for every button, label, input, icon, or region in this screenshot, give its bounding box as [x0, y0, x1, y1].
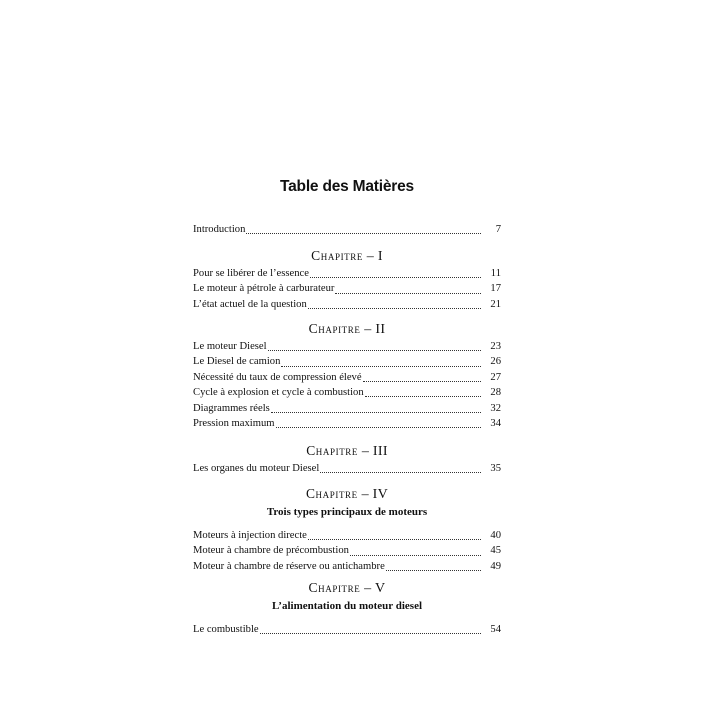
dot-leader [335, 293, 481, 294]
toc-entry-page: 26 [490, 356, 501, 368]
page-title: Table des Matières [280, 178, 414, 195]
toc-entry[interactable] [193, 559, 501, 574]
toc-entry-label: Nécessité du taux de compression élevé [193, 371, 362, 383]
toc-entry-introduction[interactable] [193, 222, 501, 237]
toc-entry[interactable] [193, 370, 501, 385]
intro-section [193, 222, 501, 237]
toc-entry-page: 32 [490, 402, 501, 414]
chapter-1-section [193, 246, 501, 312]
toc-entry[interactable] [193, 416, 501, 431]
chapter-prefix: Chapitre [308, 580, 361, 595]
chapter-heading [193, 484, 501, 504]
chapter-prefix: Chapitre [311, 248, 363, 263]
toc-entry-page: 11 [490, 268, 501, 279]
toc-entry-page: 21 [490, 298, 501, 310]
chapter-prefix: Chapitre [305, 486, 358, 501]
toc-entry-page: 45 [490, 545, 501, 557]
dot-leader [246, 233, 481, 234]
toc-entry[interactable] [193, 339, 501, 354]
chapter-heading [193, 578, 501, 598]
toc-entry-label: Moteur à chambre de précombustion [193, 545, 349, 557]
toc-entry-page: 7 [495, 224, 501, 235]
dot-leader [310, 277, 481, 278]
toc-entry[interactable] [193, 354, 501, 369]
dot-leader [260, 633, 481, 634]
toc-entry[interactable] [193, 281, 501, 296]
chapter-number: – IV [361, 487, 389, 502]
dot-leader [365, 396, 481, 397]
dot-leader [350, 555, 481, 556]
toc-entry-label: Introduction [193, 224, 246, 235]
toc-entry-label: L’état actuel de la question [193, 298, 307, 310]
chapter-number: – II [364, 322, 386, 337]
chapter-number: – V [364, 581, 386, 596]
toc-entry-label: Moteurs à injection directe [193, 530, 307, 541]
dot-leader [281, 366, 481, 367]
toc-entry-label: Pression maximum [193, 417, 275, 429]
toc-entry-page: 54 [490, 624, 501, 635]
toc-entry-page: 17 [490, 283, 501, 295]
dot-leader [268, 350, 481, 351]
chapter-4-section [193, 484, 501, 574]
chapter-heading [193, 319, 501, 339]
dot-leader [363, 381, 481, 382]
chapter-subtitle: L’alimentation du moteur diesel [271, 600, 423, 612]
toc-entry-page: 27 [490, 371, 501, 383]
toc-entry[interactable] [193, 385, 501, 400]
toc-entry-label: Cycle à explosion et cycle à combustion [193, 387, 364, 399]
toc-entry-label: Pour se libérer de l’essence [193, 268, 309, 279]
dot-leader [308, 539, 481, 540]
chapter-heading [193, 441, 501, 461]
dot-leader [276, 427, 481, 428]
toc-entry[interactable] [193, 401, 501, 416]
dot-leader [320, 472, 481, 473]
toc-entry-label: Le moteur Diesel [193, 341, 267, 352]
toc-entry-page: 49 [490, 560, 501, 572]
toc-entry-label: Le moteur à pétrole à carburateur [193, 283, 335, 295]
toc-entry-page: 40 [490, 530, 501, 541]
chapter-5-section [193, 578, 501, 637]
toc-entry-label: Le combustible [193, 624, 259, 635]
toc-entry[interactable] [193, 543, 501, 558]
toc-entry[interactable] [193, 297, 501, 312]
toc-entry-label: Le Diesel de camion [193, 356, 281, 368]
dot-leader [308, 308, 481, 309]
chapter-number: – III [361, 444, 388, 459]
toc-entry[interactable] [193, 461, 501, 476]
toc-entry-page: 23 [490, 341, 501, 352]
dot-leader [271, 412, 481, 413]
toc-entry[interactable] [193, 528, 501, 543]
toc-entry-label: Les organes du moteur Diesel [193, 463, 320, 474]
toc-entry[interactable] [193, 622, 501, 637]
toc-entry-page: 34 [490, 417, 501, 429]
toc-entry-page: 28 [490, 387, 501, 399]
chapter-subtitle: Trois types principaux de moteurs [266, 506, 428, 518]
chapter-2-section [193, 319, 501, 431]
toc-entry-label: Moteur à chambre de réserve ou antichambre [193, 560, 385, 572]
chapter-3-section [193, 441, 501, 476]
toc-entry[interactable] [193, 266, 501, 281]
toc-entry-label: Diagrammes réels [193, 402, 270, 414]
chapter-prefix: Chapitre [306, 443, 358, 458]
chapter-prefix: Chapitre [308, 321, 361, 336]
chapter-number: – I [366, 249, 383, 264]
dot-leader [386, 570, 481, 571]
chapter-heading [193, 246, 501, 266]
toc-entry-page: 35 [490, 463, 501, 474]
